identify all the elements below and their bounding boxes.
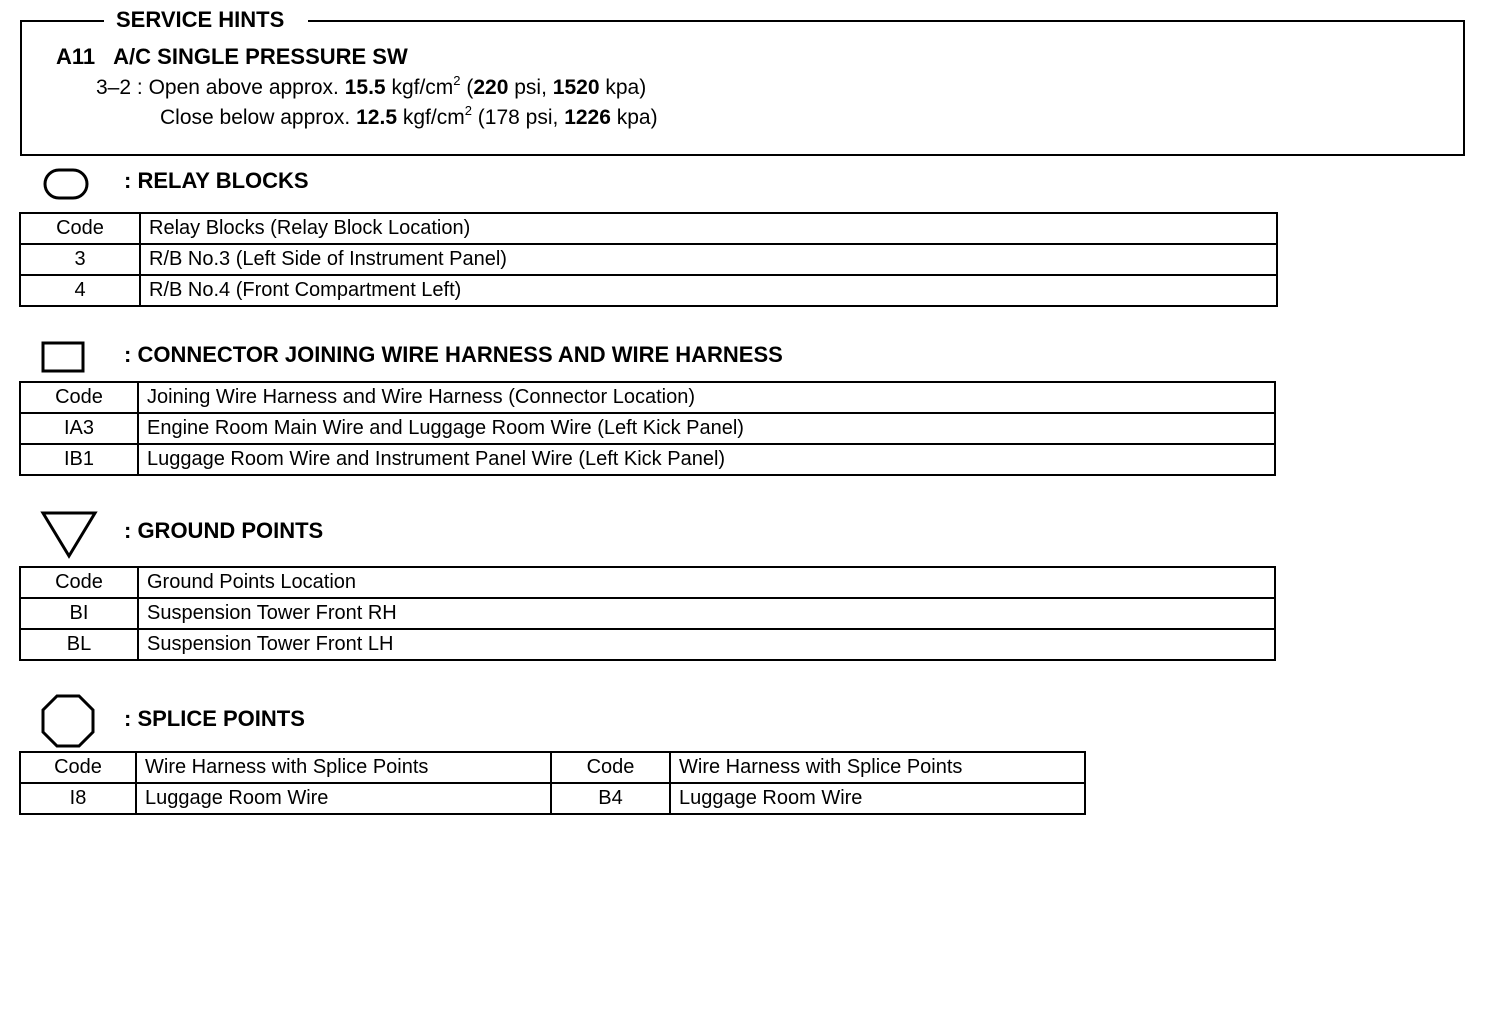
code-cell: 4 [20, 275, 140, 306]
relay-blocks-table [19, 212, 1278, 307]
code-cell: IB1 [20, 444, 138, 475]
service-hints-title: SERVICE HINTS [104, 8, 308, 32]
table-row [20, 598, 1275, 629]
header-cell: Wire Harness with Splice Points [136, 752, 551, 783]
connectors-table [19, 381, 1276, 476]
table-row [20, 275, 1277, 306]
ground-points-title: : GROUND POINTS [124, 518, 324, 543]
header-cell: Ground Points Location [138, 567, 1275, 598]
table-header-row [20, 567, 1275, 598]
table-header-row [20, 213, 1277, 244]
connectors-title: : CONNECTOR JOINING WIRE HARNESS AND WIRE HARNESS [124, 342, 783, 367]
ground-points-table [19, 566, 1276, 661]
header-cell: Relay Blocks (Relay Block Location) [140, 213, 1277, 244]
code-cell: BI [20, 598, 138, 629]
header-cell: Code [20, 382, 138, 413]
table-header-row [20, 752, 1085, 783]
square-icon [40, 338, 96, 378]
terminal-label: 3–2 : [96, 76, 143, 99]
part-code: A11 [56, 44, 96, 69]
table-row [20, 444, 1275, 475]
table-row [20, 413, 1275, 444]
code-cell: I8 [20, 783, 136, 814]
splice-points-table [19, 751, 1086, 815]
header-cell: Joining Wire Harness and Wire Harness (Connector Location) [138, 382, 1275, 413]
header-cell: Code [20, 213, 140, 244]
relay-blocks-title: : RELAY BLOCKS [124, 168, 309, 193]
close-psi: 178 [484, 106, 520, 129]
header-cell: Code [551, 752, 670, 783]
octagon-icon [40, 694, 100, 748]
code-cell: BL [20, 629, 138, 660]
table-row [20, 783, 1085, 814]
location-cell: Engine Room Main Wire and Luggage Room Wire (Left Kick Panel) [138, 413, 1275, 444]
close-kpa: 1226 [564, 106, 611, 129]
table-header-row [20, 382, 1275, 413]
close-unit-sup: 2 [464, 103, 472, 118]
header-cell: Code [20, 752, 136, 783]
header-cell: Code [20, 567, 138, 598]
close-psi-unit: psi, [525, 106, 559, 129]
part-name: A/C SINGLE PRESSURE SW [113, 44, 408, 69]
service-hints-box [20, 7, 1465, 156]
location-cell: R/B No.3 (Left Side of Instrument Panel) [140, 244, 1277, 275]
close-prefix: Close below approx. [160, 106, 351, 129]
rounded-rect-icon [40, 166, 96, 202]
header-cell: Wire Harness with Splice Points [670, 752, 1085, 783]
harness-cell: Luggage Room Wire [136, 783, 551, 814]
location-cell: Suspension Tower Front RH [138, 598, 1275, 629]
close-spec-line [160, 103, 658, 130]
triangle-down-icon [40, 510, 100, 560]
close-value: 12.5 [356, 106, 397, 129]
harness-cell: Luggage Room Wire [670, 783, 1085, 814]
location-cell: Luggage Room Wire and Instrument Panel Wire (Left Kick Panel) [138, 444, 1275, 475]
part-heading [56, 44, 408, 70]
open-value: 15.5 [344, 76, 386, 99]
open-paren: ( [466, 76, 474, 99]
code-cell: 3 [20, 244, 140, 275]
code-cell: B4 [551, 783, 670, 814]
location-cell: Suspension Tower Front LH [138, 629, 1275, 660]
close-unit: kgf/cm [402, 106, 465, 129]
open-psi: 220 [473, 76, 509, 99]
splice-points-title: : SPLICE POINTS [124, 706, 305, 731]
open-kpa-unit: kpa) [605, 76, 647, 99]
open-psi-unit: psi, [514, 76, 547, 99]
code-cell: IA3 [20, 413, 138, 444]
location-cell: R/B No.4 (Front Compartment Left) [140, 275, 1277, 306]
table-row [20, 629, 1275, 660]
open-unit: kgf/cm [391, 76, 454, 99]
open-spec-line [96, 73, 647, 100]
open-prefix: Open above approx. [148, 76, 339, 99]
open-kpa: 1520 [552, 76, 600, 99]
open-unit-sup: 2 [453, 73, 461, 88]
close-paren: ( [477, 106, 485, 129]
table-row [20, 244, 1277, 275]
close-kpa-unit: kpa) [616, 106, 658, 129]
